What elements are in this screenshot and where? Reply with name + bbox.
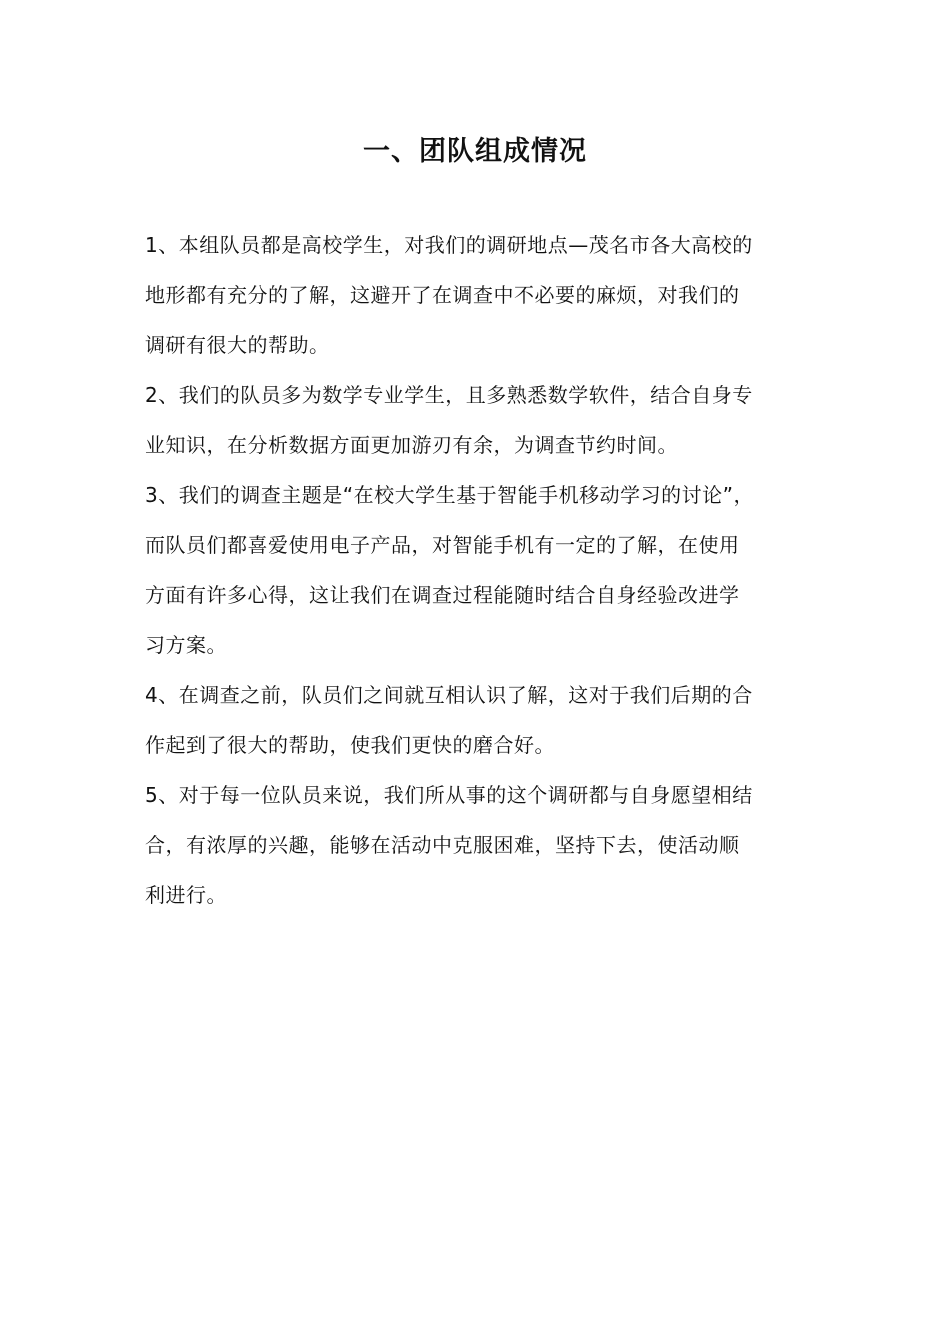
section-title: 一、团队组成情况	[363, 136, 587, 167]
paragraph-line: 作起到了很大的帮助，使我们更快的磨合好。	[145, 733, 555, 757]
paragraph-line: 方面有许多心得，这让我们在调查过程能随时结合自身经验改进学	[145, 583, 740, 607]
paragraph-line: 利进行。	[145, 883, 227, 907]
paragraph-line: 3、我们的调查主题是“在校大学生基于智能手机移动学习的讨论”，	[145, 483, 754, 507]
paragraph-5	[145, 770, 815, 920]
paragraph-line: 4、在调查之前，队员们之间就互相认识了解，这对于我们后期的合	[145, 683, 753, 707]
paragraph-3	[145, 470, 815, 670]
document-body	[145, 220, 815, 920]
paragraph-2	[145, 370, 815, 470]
paragraph-1	[145, 220, 815, 370]
paragraph-line: 调研有很大的帮助。	[145, 333, 330, 357]
paragraph-line: 2、我们的队员多为数学专业学生，且多熟悉数学软件，结合自身专	[145, 383, 753, 407]
paragraph-line: 5、对于每一位队员来说，我们所从事的这个调研都与自身愿望相结	[145, 783, 753, 807]
paragraph-line: 而队员们都喜爱使用电子产品，对智能手机有一定的了解，在使用	[145, 533, 740, 557]
paragraph-line: 习方案。	[145, 633, 227, 657]
paragraph-line: 合，有浓厚的兴趣，能够在活动中克服困难，坚持下去，使活动顺	[145, 833, 740, 857]
paragraph-line: 地形都有充分的了解，这避开了在调查中不必要的麻烦，对我们的	[145, 283, 740, 307]
paragraph-4	[145, 670, 815, 770]
paragraph-line: 业知识，在分析数据方面更加游刃有余，为调查节约时间。	[145, 433, 678, 457]
paragraph-line: 1、本组队员都是高校学生，对我们的调研地点—茂名市各大高校的	[145, 233, 753, 257]
